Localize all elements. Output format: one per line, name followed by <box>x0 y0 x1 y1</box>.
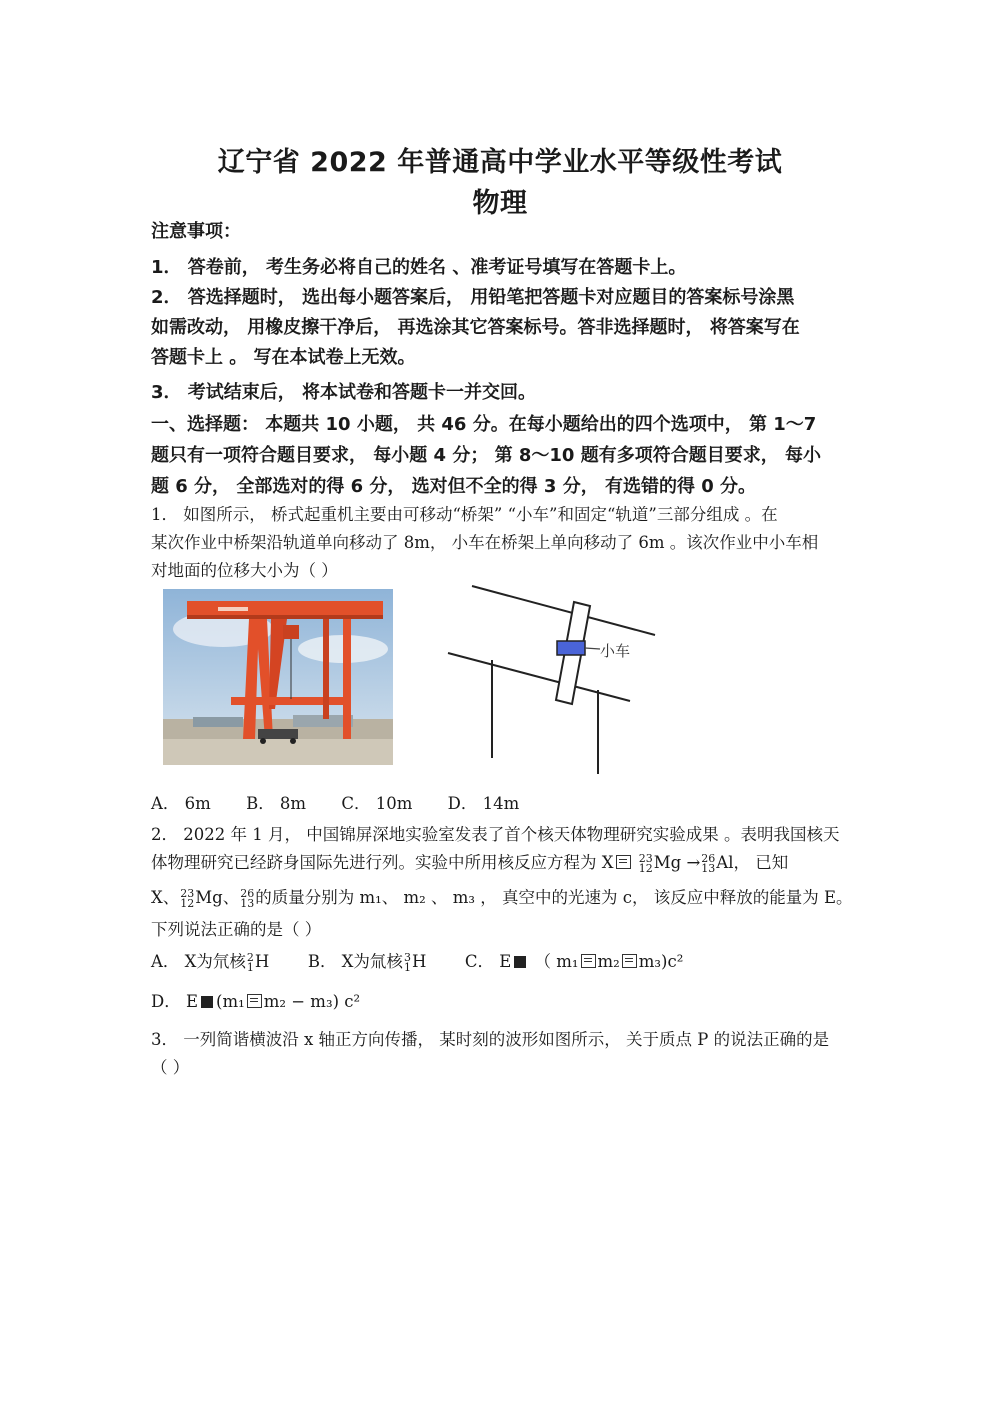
q1-line-3: 对地面的位移大小为（ ） <box>151 561 338 580</box>
exam-title: 辽宁省 2022 年普通高中学业水平等级性考试 <box>217 147 783 178</box>
q1-option-b: B． 8m <box>246 794 307 813</box>
q1-option-a: A． 6m <box>151 794 211 813</box>
q2-options-abc <box>151 948 683 973</box>
q2-option-d: D． E (m₁ m₂ − m₃) c² <box>151 992 361 1011</box>
q1-option-c: C． 10m <box>341 794 413 813</box>
trolley-label: 小车 <box>600 642 631 660</box>
q3-line-2: （ ） <box>151 1058 190 1077</box>
q2-line-3: X、 23 12 Mg、 26 13 的质量分别为 m₁、 m₂ 、 m₃ ， 真空中的光速为 c， 该反应中释放的能量为 E。 <box>151 886 853 910</box>
q2-option-b: B． X为氚核 3 1 H <box>307 950 427 974</box>
crane-diagram <box>440 578 670 778</box>
q1-line-2: 某次作业中桥架沿轨道单向移动了 8m， 小车在桥架上单向移动了 6m 。该次作业中小车相 <box>151 533 819 552</box>
note-item-3: 3． 考试结束后， 将本试卷和答题卡一并交回。 <box>151 382 537 403</box>
q2-option-a: A． X为氘核 2 1 H <box>151 950 270 974</box>
subject-title: 物理 <box>472 188 528 219</box>
q2-option-c: C． E （ m₁ m₂ m₃)c² <box>464 952 684 971</box>
q2-line-2: 体物理研究已经跻身国际先进行列。实验中所用核反应方程为 X 23 12 Mg → 26 13 Al， 已知 <box>151 851 789 875</box>
q2-line-1: 2． 2022 年 1 月， 中国锦屏深地实验室发表了首个核天体物理研究实验成果 。表明我国核天 <box>151 825 840 844</box>
garbled-symbol-icon <box>247 994 262 1008</box>
garbled-block-icon <box>201 996 213 1008</box>
q1-option-d: D． 14m <box>447 794 520 813</box>
section-1-line-1: 一、选择题： 本题共 10 小题， 共 46 分。在每小题给出的四个选项中， 第 1～7 <box>151 414 817 435</box>
note-item-2-line-2: 如需改动， 用橡皮擦干净后， 再选涂其它答案标号。答非选择题时， 将答案写在 <box>151 317 800 338</box>
q3-line-1: 3． 一列简谐横波沿 x 轴正方向传播， 某时刻的波形如图所示， 关于质点 P 的说法正确的是 <box>151 1030 830 1049</box>
q1-options <box>151 790 549 814</box>
garbled-symbol-icon <box>581 954 596 968</box>
section-1-line-3: 题 6 分， 全部选对的得 6 分， 选对但不全的得 3 分， 有选错的得 0 分。 <box>151 476 757 497</box>
crane-photo <box>163 589 393 765</box>
note-item-2-line-1: 2． 答选择题时， 选出每小题答案后， 用铅笔把答题卡对应题目的答案标号涂黑 <box>151 287 795 308</box>
note-item-2-line-3: 答题卡上 。 写在本试卷上无效。 <box>151 347 416 368</box>
notes-heading: 注意事项： <box>151 221 241 242</box>
q1-line-1: 1． 如图所示， 桥式起重机主要由可移动“桥架” “小车”和固定“轨道”三部分组成 。在 <box>151 505 778 524</box>
reaction-arrow: → <box>686 853 701 872</box>
garbled-block-icon <box>514 956 526 968</box>
section-1-line-2: 题只有一项符合题目要求， 每小题 4 分； 第 8～10 题有多项符合题目要求， 每小 <box>151 445 821 466</box>
q2-line-4: 下列说法正确的是（ ） <box>151 920 322 939</box>
garbled-symbol-icon <box>622 954 637 968</box>
note-item-1: 1． 答卷前， 考生务必将自己的姓名 、准考证号填写在答题卡上。 <box>151 257 687 278</box>
garbled-symbol-icon <box>616 855 631 869</box>
